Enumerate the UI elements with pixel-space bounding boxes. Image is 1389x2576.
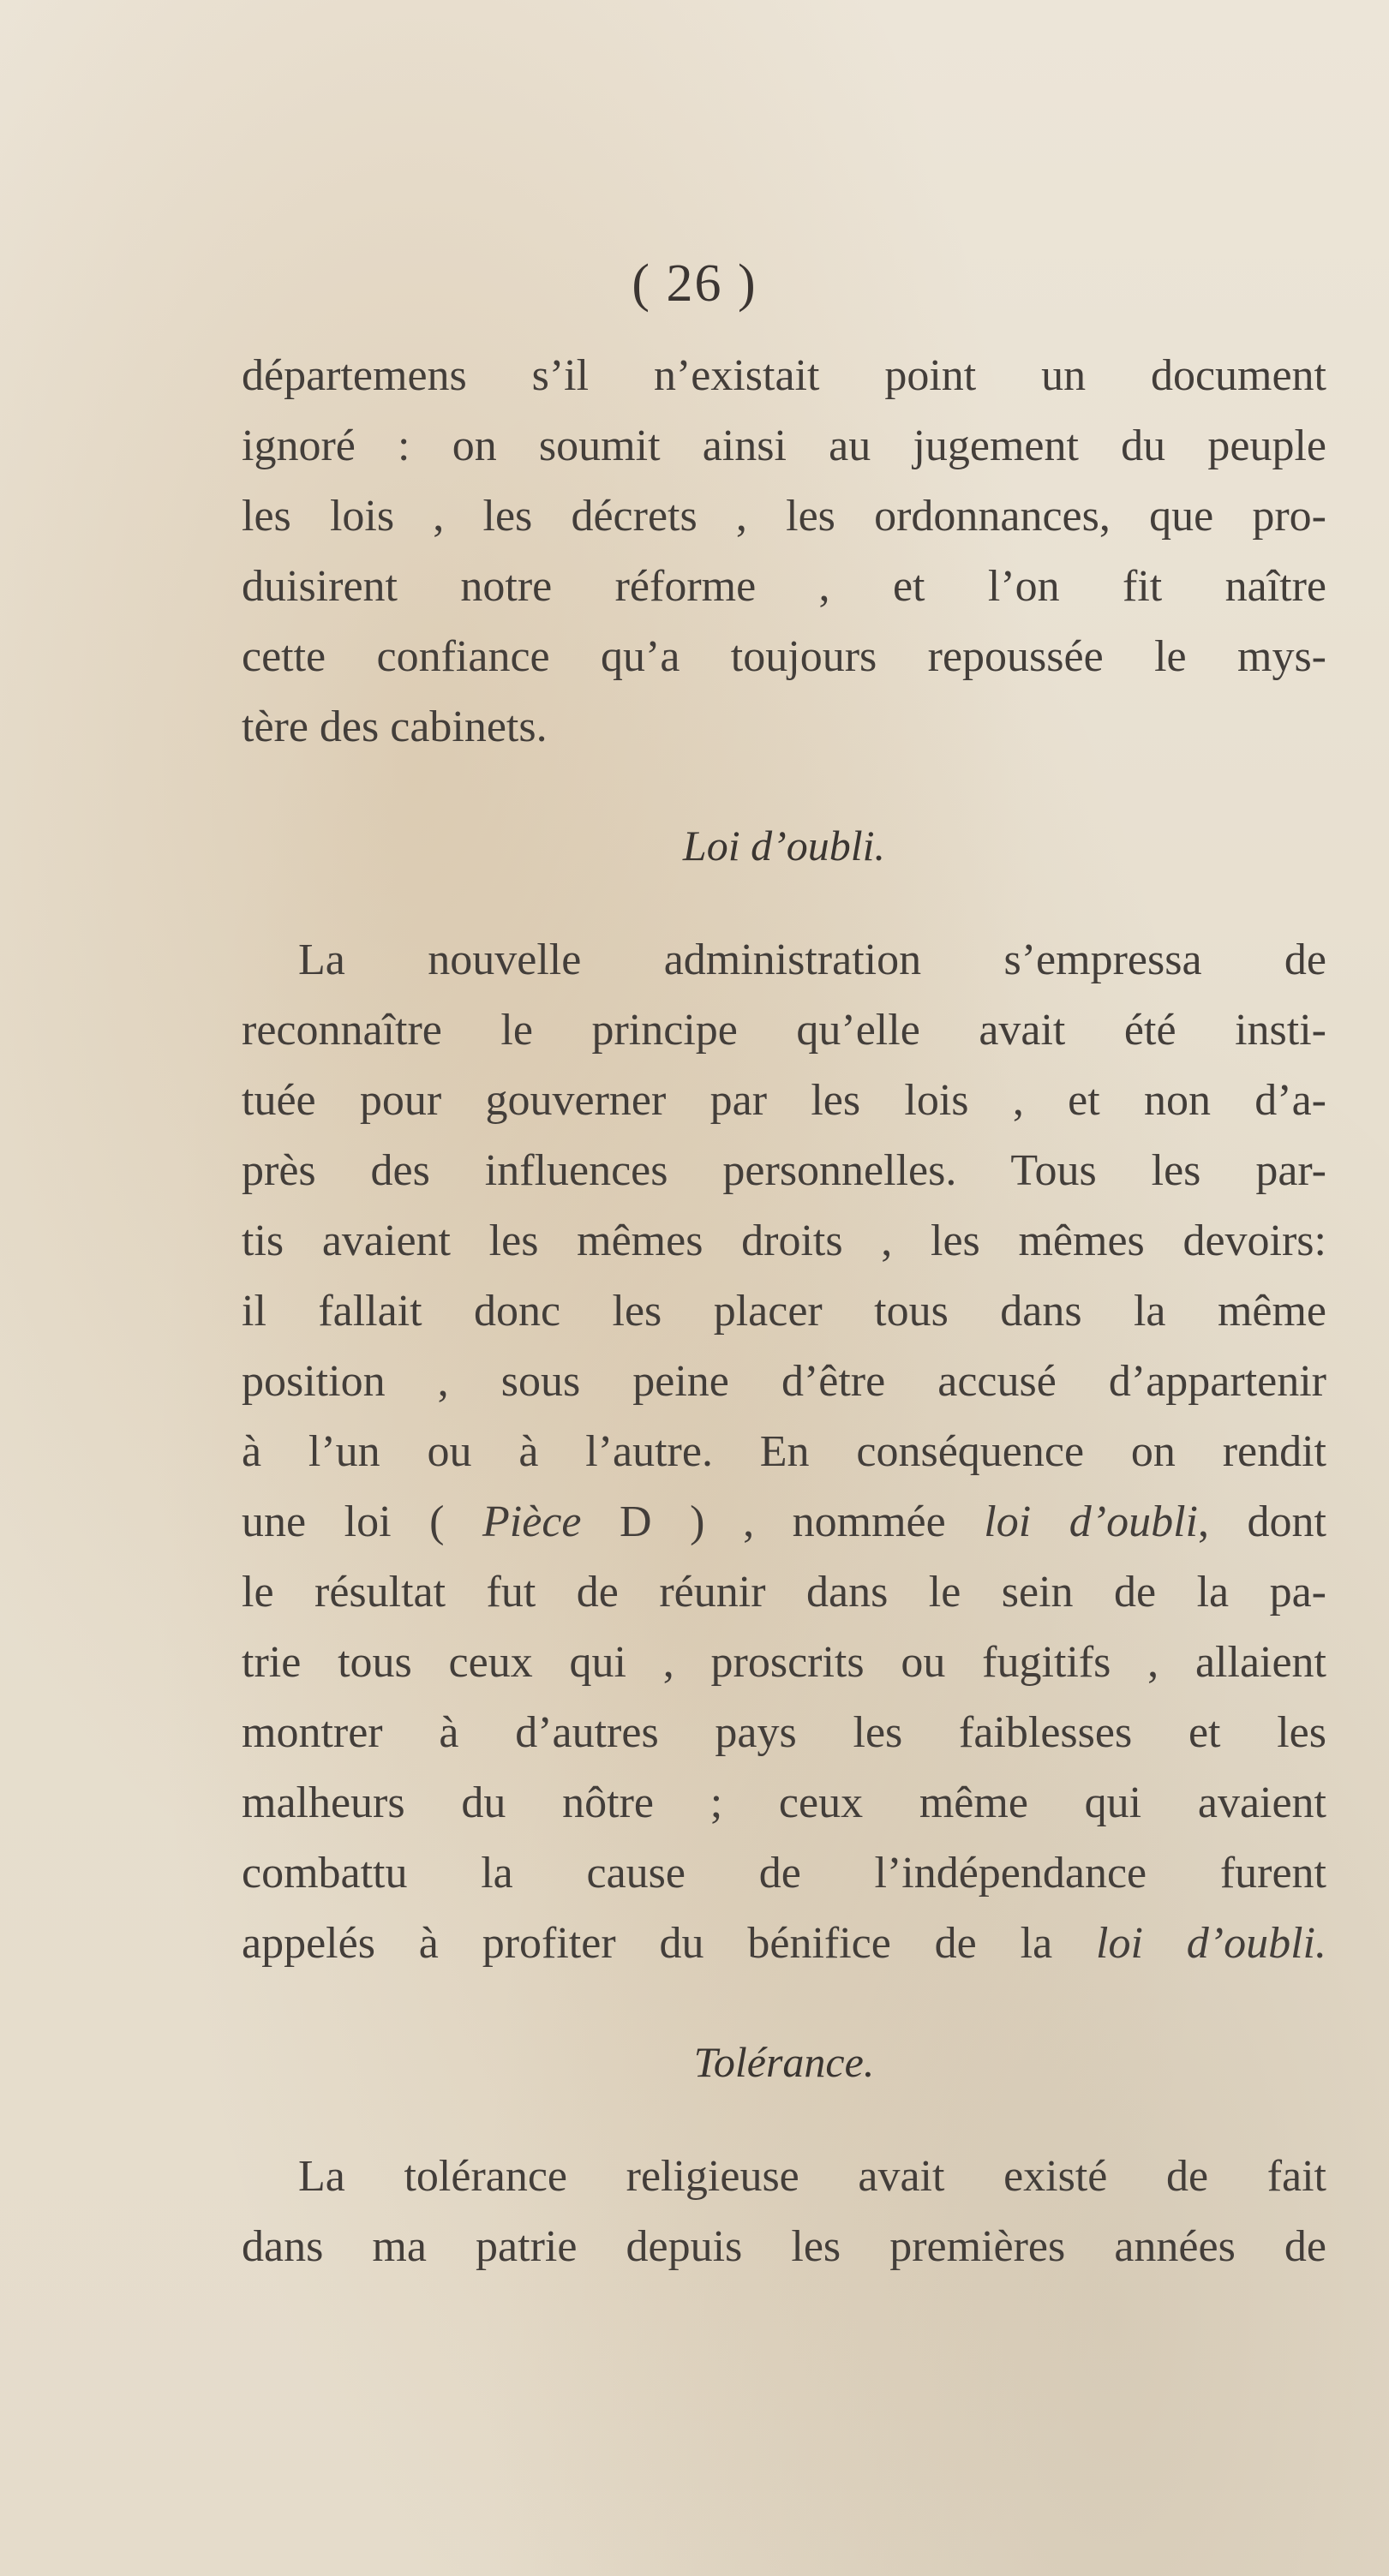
body-text	[242, 341, 1326, 2282]
text-fragment: appelés à profiter du bénifice de la	[242, 1919, 1097, 1968]
text-line: dans ma patrie depuis les premières années de	[242, 2222, 1326, 2271]
text-fragment: une loi (	[242, 1497, 483, 1546]
text-line: cette confiance qu’a toujours repoussée le mys-	[242, 632, 1326, 681]
text-line: reconnaître le principe qu’elle avait été insti-	[242, 1006, 1326, 1055]
text-line: trie tous ceux qui , proscrits ou fugitifs , allaient	[242, 1638, 1326, 1687]
text-line: combattu la cause de l’indépendance furent	[242, 1849, 1326, 1898]
text-line-with-reference	[242, 1909, 1326, 1979]
text-line: il fallait donc les placer tous dans la même	[242, 1287, 1326, 1336]
text-line: tère des cabinets.	[242, 702, 548, 751]
text-line: près des influences personnelles. Tous les par-	[242, 1146, 1326, 1195]
text-line: les lois , les décrets , les ordonnances, que pro-	[242, 492, 1326, 541]
text-line: à l’un ou à l’autre. En conséquence on rendit	[242, 1427, 1326, 1476]
text-fragment: D ) , nommée	[581, 1497, 985, 1546]
text-line: position , sous peine d’être accusé d’appartenir	[242, 1357, 1326, 1406]
section-heading-tolerance: Tolérance.	[693, 2038, 875, 2086]
text-fragment: , dont	[1197, 1497, 1327, 1546]
text-line: le résultat fut de réunir dans le sein de la pa-	[242, 1568, 1326, 1617]
piece-reference: Pièce	[482, 1497, 582, 1546]
text-line: montrer à d’autres pays les faiblesses et les	[242, 1708, 1326, 1757]
text-line: ignoré : on soumit ainsi au jugement du peuple	[242, 421, 1326, 470]
text-line: tis avaient les mêmes droits , les mêmes devoirs:	[242, 1216, 1326, 1265]
section-heading-loi-doubli: Loi d’oubli.	[682, 822, 886, 870]
text-line: La tolérance religieuse avait existé de fait	[298, 2152, 1326, 2201]
text-line: La nouvelle administration s’empressa de	[298, 935, 1326, 984]
page-number: ( 26 )	[632, 254, 757, 313]
text-line-with-references	[242, 1487, 1326, 1557]
law-reference: loi d’oubli	[984, 1497, 1198, 1546]
text-line: malheurs du nôtre ; ceux même qui avaient	[242, 1778, 1326, 1827]
text-line: tuée pour gouverner par les lois , et non d’a-	[242, 1076, 1326, 1125]
law-reference: loi d’oubli.	[1096, 1919, 1326, 1968]
text-line: départemens s’il n’existait point un document	[242, 351, 1326, 400]
text-line: duisirent notre réforme , et l’on fit naître	[242, 562, 1326, 611]
